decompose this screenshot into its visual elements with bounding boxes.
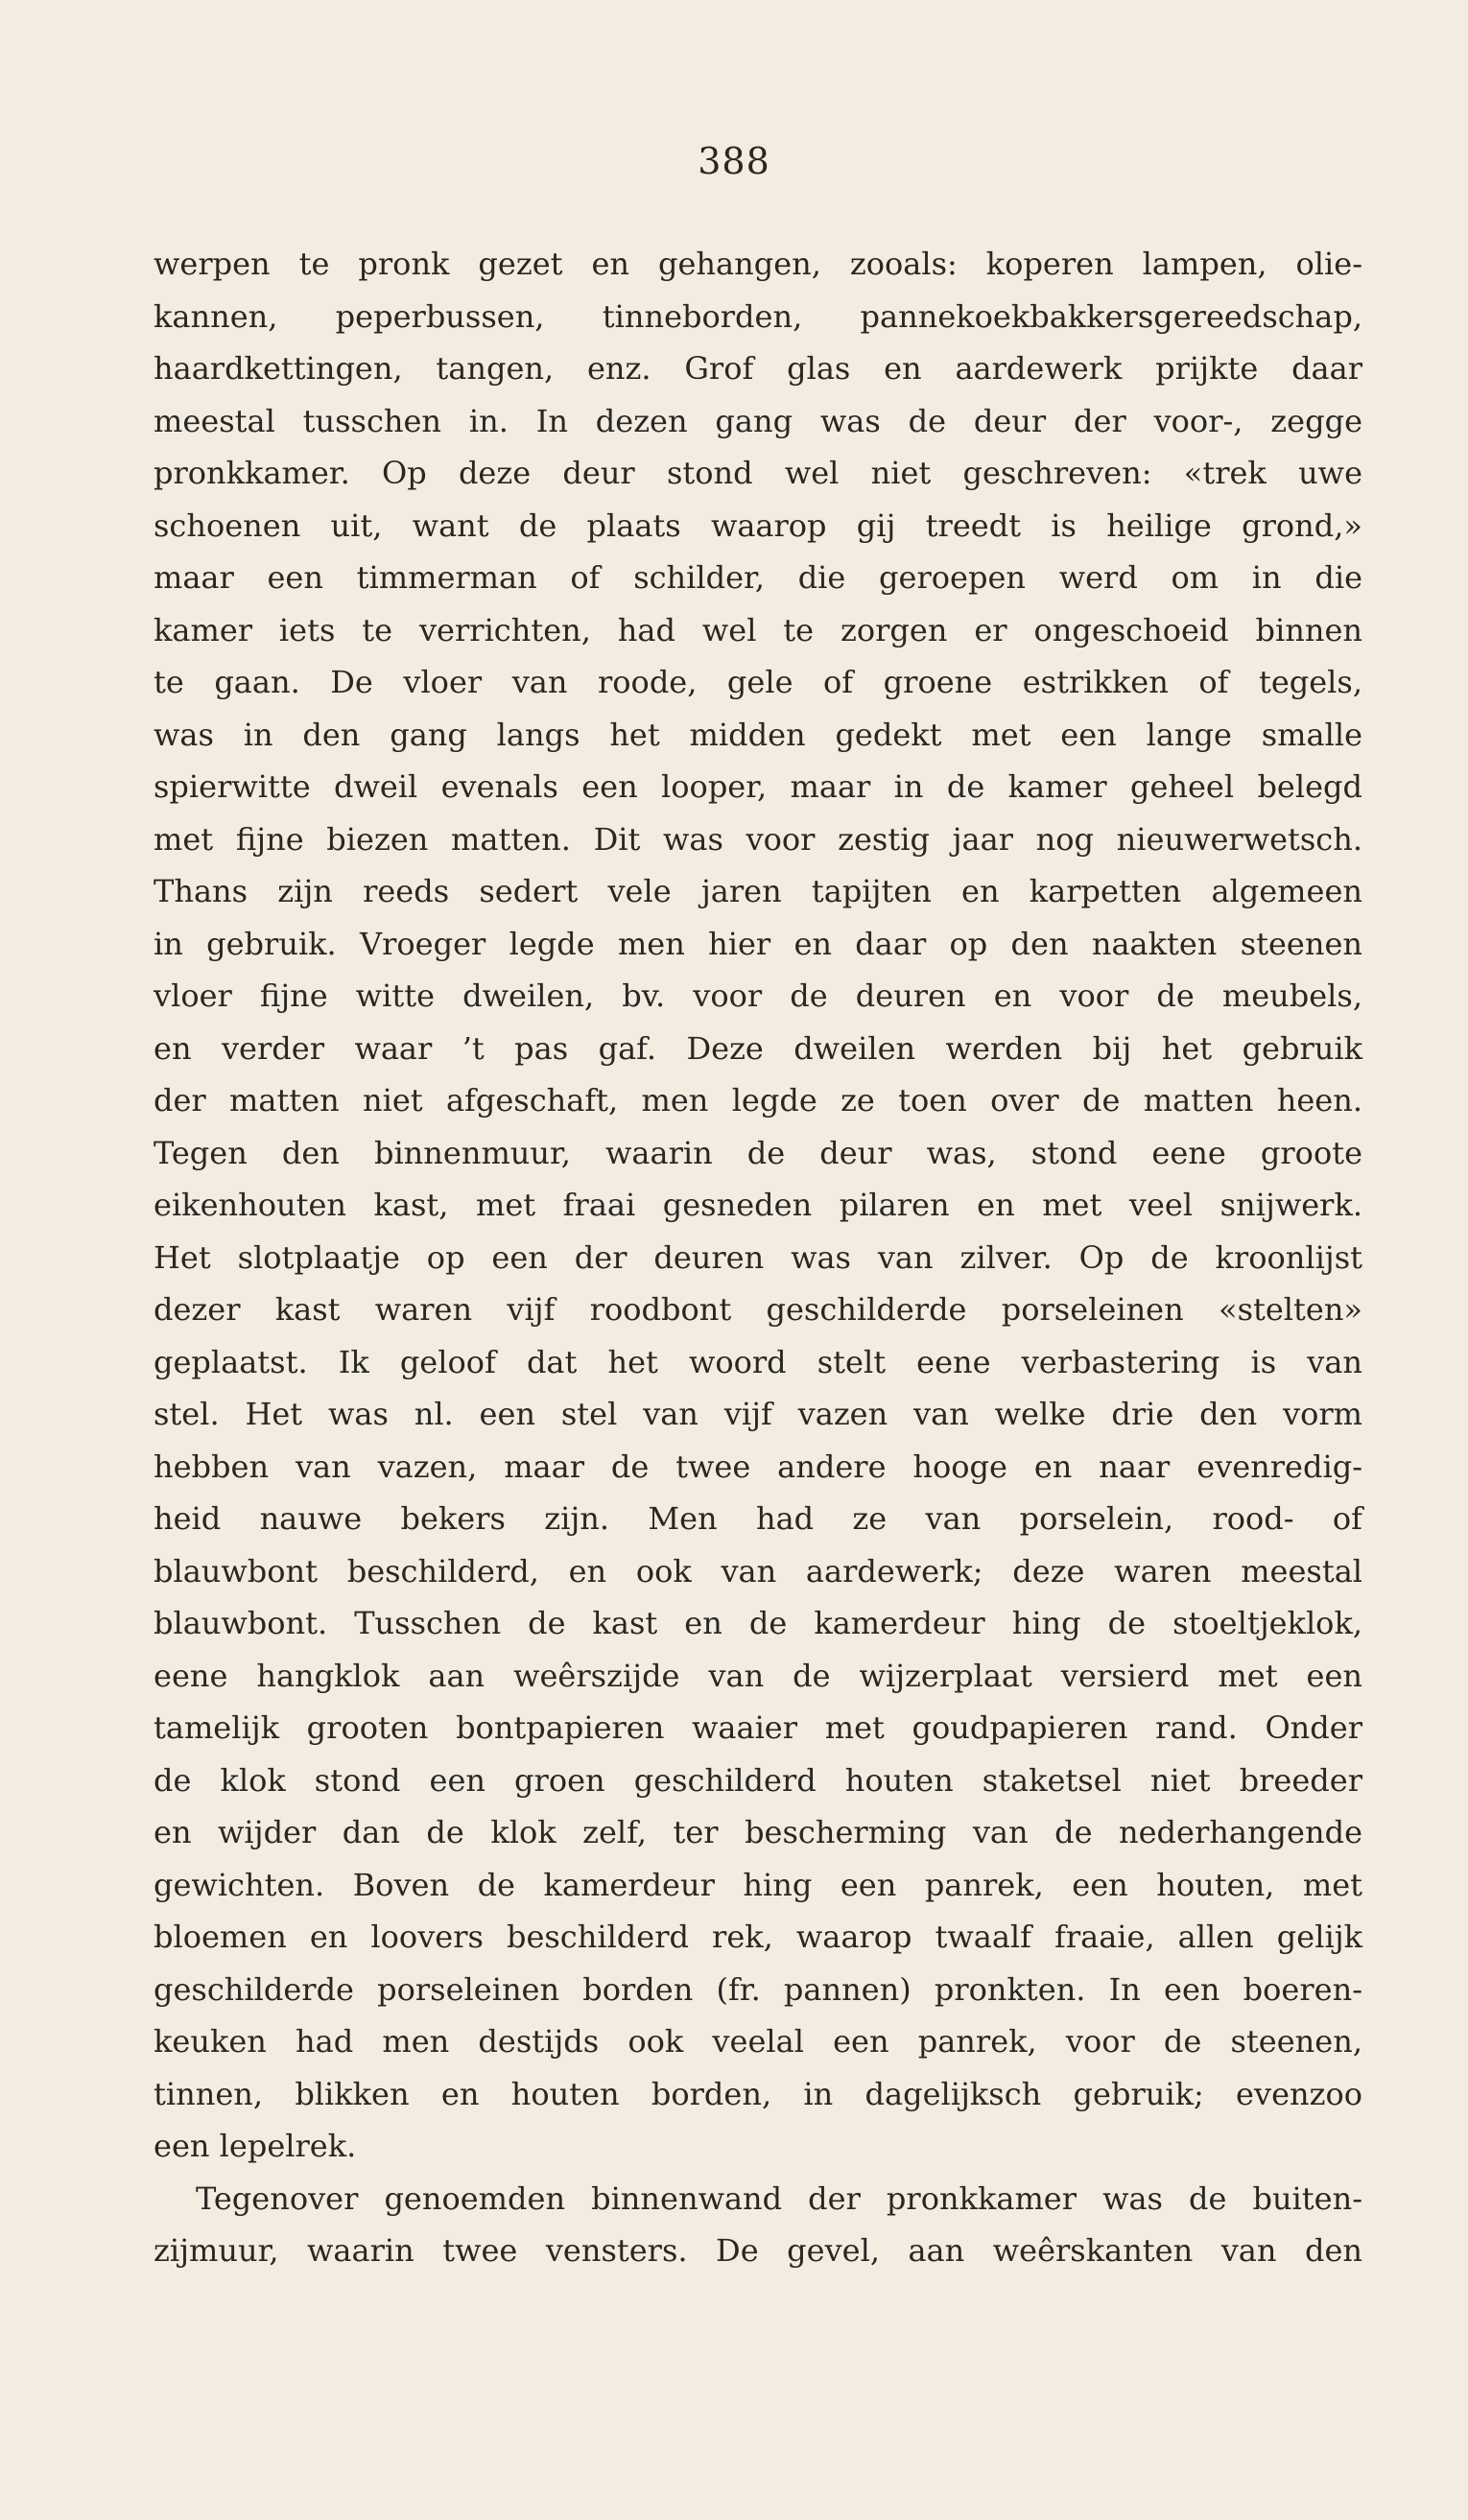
text-line: Tegen den binnenmuur, waarin de deur was, stond eene groote [154, 1134, 1362, 1171]
text-line: stel. Het was nl. een stel van vijf vazen van welke drie den vorm [154, 1396, 1362, 1432]
text-line: Thans zijn reeds sedert vele jaren tapijten en karpetten algemeen [154, 873, 1362, 909]
text-line: meestal tusschen in. In dezen gang was de deur der voor-, zegge [154, 402, 1362, 439]
text-line: eikenhouten kast, met fraai gesneden pilaren en met veel snijwerk. [154, 1187, 1362, 1223]
text-line: te gaan. De vloer van roode, gele of groene estrikken of tegels, [154, 664, 1362, 700]
paragraph-first-line: Tegenover genoemden binnenwand der pronkkamer was de buiten- [196, 2179, 1362, 2217]
text-line: eene hangklok aan weêrszijde van de wijzerplaat versierd met een [154, 1657, 1362, 1694]
text-line: vloer fijne witte dweilen, bv. voor de deuren en voor de meubels, [154, 977, 1362, 1014]
text-line: der matten niet afgeschaft, men legde ze toen over de matten heen. [154, 1082, 1362, 1119]
text-line: bloemen en loovers beschilderd rek, waarop twaalf fraaie, allen gelijk [154, 1919, 1362, 1955]
text-line: zijmuur, waarin twee vensters. De gevel, aan weêrskanten van den [154, 2232, 1362, 2269]
text-line: schoenen uit, want de plaats waarop gij treedt is heilige grond,» [154, 506, 1362, 544]
text-line: heid nauwe bekers zijn. Men had ze van porselein, rood- of [154, 1500, 1362, 1537]
text-line: kannen, peperbussen, tinneborden, pannekoekbakkersgereedschap, [154, 297, 1362, 335]
text-line: haardkettingen, tangen, enz. Grof glas en aardewerk prijkte daar [154, 350, 1362, 387]
text-line: tamelijk grooten bontpapieren waaier met goudpapieren rand. Onder [154, 1709, 1362, 1746]
text-line: tinnen, blikken en houten borden, in dagelijksch gebruik; evenzoo [154, 2075, 1362, 2112]
text-line: spierwitte dweil evenals een looper, maar in de kamer geheel belegd [154, 768, 1362, 805]
text-line: in gebruik. Vroeger legde men hier en daar op den naakten steenen [154, 925, 1362, 962]
text-line: pronkkamer. Op deze deur stond wel niet geschreven: «trek uwe [154, 455, 1362, 491]
page-number: 388 [698, 140, 770, 182]
text-line: en wijder dan de klok zelf, ter bescherming van de nederhangende [154, 1814, 1362, 1850]
text-line: de klok stond een groen geschilderd houten staketsel niet breeder [154, 1761, 1362, 1799]
text-line: dezer kast waren vijf roodbont geschilderde porseleinen «stelten» [154, 1291, 1362, 1328]
text-line: was in den gang langs het midden gedekt met een lange smalle [154, 716, 1362, 753]
text-line: geschilderde porseleinen borden (fr. pannen) pronkten. In een boeren- [154, 1970, 1362, 2008]
text-line: een lepelrek. [154, 2128, 357, 2164]
body-text [154, 238, 1362, 2277]
text-line: kamer iets te verrichten, had wel te zorgen er ongeschoeid binnen [154, 611, 1362, 648]
text-line: maar een timmerman of schilder, die geroepen werd om in die [154, 559, 1362, 596]
text-line: met fijne biezen matten. Dit was voor zestig jaar nog nieuwerwetsch. [154, 820, 1362, 858]
text-line: en verder waar ’t pas gaf. Deze dweilen werden bij het gebruik [154, 1029, 1362, 1067]
text-line: keuken had men destijds ook veelal een panrek, voor de steenen, [154, 2023, 1362, 2060]
text-line: gewichten. Boven de kamerdeur hing een panrek, een houten, met [154, 1866, 1362, 1903]
text-line: hebben van vazen, maar de twee andere hooge en naar evenredig- [154, 1448, 1362, 1485]
text-line: blauwbont beschilderd, en ook van aardewerk; deze waren meestal [154, 1552, 1362, 1590]
text-line: Het slotplaatje op een der deuren was van zilver. Op de kroonlijst [154, 1238, 1362, 1276]
text-line: blauwbont. Tusschen de kast en de kamerdeur hing de stoeltjeklok, [154, 1605, 1362, 1641]
text-line: werpen te pronk gezet en gehangen, zooals: koperen lampen, olie- [154, 246, 1362, 282]
text-line: geplaatst. Ik geloof dat het woord stelt eene verbastering is van [154, 1343, 1362, 1380]
